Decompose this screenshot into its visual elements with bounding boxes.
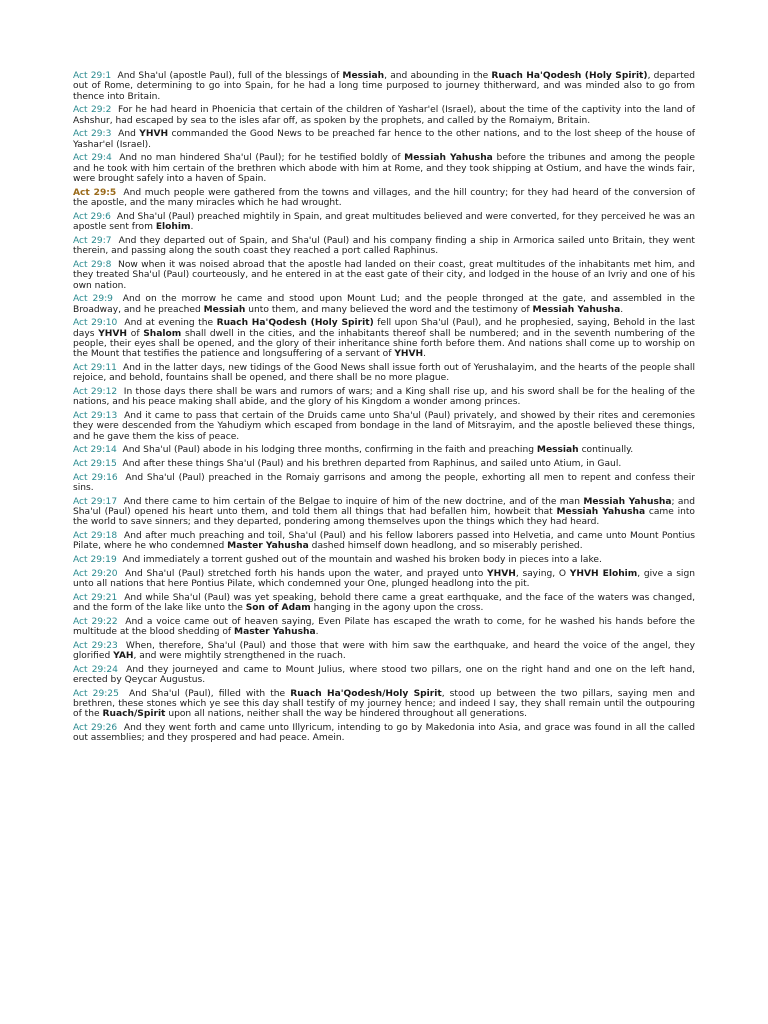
verse-emphasis: YHVH xyxy=(394,349,424,360)
verse-text: In those days there shall be wars and rumors of wars; and a King shall rise up, and his sword shall be for the healing of the nations, and his peace making shall abide, and the glory of his Kingdom a wonder among princes. xyxy=(73,387,695,408)
verse-text: When, therefore, Sha'ul (Paul) and those that were with him saw the earthquake, and heard the voice of the angel, they glorified xyxy=(73,640,695,662)
verse-emphasis: YHVH xyxy=(139,129,169,140)
verse-emphasis: Ruach Ha'Qodesh/Holy Spirit xyxy=(290,688,442,699)
verse-reference-link[interactable]: Act 29:17 xyxy=(73,496,118,507)
verse-reference-link[interactable]: Act 29:10 xyxy=(73,318,118,329)
verse-emphasis: Ruach Ha'Qodesh (Holy Spirit) xyxy=(216,318,374,329)
verse-paragraph xyxy=(73,411,695,442)
verse-paragraph xyxy=(73,617,695,638)
verse-text: . xyxy=(423,349,427,360)
verse-paragraph xyxy=(73,212,695,233)
verse-reference-link[interactable]: Act 29:4 xyxy=(73,153,112,164)
verse-paragraph xyxy=(73,555,695,565)
verse-emphasis: YHVH Elohim xyxy=(569,568,638,579)
verse-emphasis: Shalom xyxy=(143,328,182,339)
verse-text: commanded the Good News to be preached far hence to the other nations, and to the lost sheep of the house of Yashar'el (Israel). xyxy=(73,129,695,150)
verse-text: And Sha'ul (Paul) abode in his lodging three months, confirming in the faith and preaching xyxy=(122,445,537,456)
verse-text: . xyxy=(315,627,319,638)
verse-reference-link[interactable]: Act 29:6 xyxy=(73,211,111,222)
verse-text: , stood up between the two pillars, saying men and brethren, these stones which ye see this day shall testify of my journey hence; and indeed I say, they shall remain until the outpouring of the xyxy=(73,688,695,720)
verse-reference-link[interactable]: Act 29:11 xyxy=(73,363,117,374)
verse-text: And they departed out of Spain, and Sha'ul (Paul) and his company finding a ship in Armorica sailed unto Britain, they went therein, and passing along the south coast they reached a port called Raphinus. xyxy=(73,235,695,257)
verse-text: . xyxy=(620,304,624,315)
verse-reference-link[interactable]: Act 29:12 xyxy=(73,387,118,398)
verse-text: And after much preaching and toil, Sha'ul (Paul) and his fellow laborers passed into Helvetia, and came unto Mount Pontius Pilate, where he who condemned xyxy=(73,531,695,552)
verse-text: For he had heard in Phoenicia that certain of the children of Yashar'el (Israel), about the time of the captivity into the land of Ashshur, had escaped by sea to the isles afar off, as spoken by the prophets, and called by the Romaiym, Britain. xyxy=(73,105,695,126)
verse-reference-link[interactable]: Act 29:22 xyxy=(73,616,118,627)
verse-reference-link[interactable]: Act 29:13 xyxy=(73,411,118,422)
verse-text: , give a sign unto all nations that here Pontius Pilate, which condemned your One, plunged headlong into the pit. xyxy=(73,568,695,590)
verse-emphasis: YHVH xyxy=(487,568,516,579)
verse-text: And on the morrow he came and stood upon Mount Lud; and the people thronged at the gate, and assembled in the Broadway, and he preached xyxy=(73,294,695,315)
verse-text: fell upon Sha'ul (Paul), and he prophesied, saying, Behold in the last days xyxy=(73,318,695,339)
verse-text: And they went forth and came unto Illyricum, intending to go by Makedonia into Asia, and grace was found in all the called out assemblies; and they prospered and had peace. Amein. xyxy=(73,723,695,744)
verse-text: came into the world to save sinners; and they departed, pondering among themselves upon the things which they had heard. xyxy=(73,507,695,528)
verse-reference-link[interactable]: Act 29:1 xyxy=(73,71,112,81)
verse-text: And they journeyed and came to Mount Julius, where stood two pillars, one on the right hand and one on the left hand, erected by Qeycar Augustus. xyxy=(73,664,695,686)
verse-text: And Sha'ul (apostle Paul), full of the blessings of xyxy=(117,71,343,81)
verse-paragraph xyxy=(73,260,695,291)
verse-reference-link[interactable]: Act 29:26 xyxy=(73,723,118,734)
verse-paragraph xyxy=(73,569,695,590)
verse-text: of xyxy=(127,328,144,339)
verse-paragraph xyxy=(73,294,695,315)
verse-text: And at evening the xyxy=(124,318,217,329)
verse-emphasis: YAH xyxy=(113,651,134,662)
verse-emphasis: Messiah xyxy=(536,445,579,456)
verse-text: hanging in the agony upon the cross. xyxy=(310,603,484,614)
verse-text: And a voice came out of heaven saying, Even Pilate has escaped the wrath to come, for he washed his hands before the multitude at the blood shedding of xyxy=(73,616,695,638)
verse-paragraph xyxy=(73,497,695,528)
verse-paragraph xyxy=(73,363,695,384)
verse-reference-link[interactable]: Act 29:8 xyxy=(73,259,112,270)
verse-paragraph xyxy=(73,641,695,662)
verse-reference-link[interactable]: Act 29:21 xyxy=(73,592,118,603)
verse-text: And Sha'ul (Paul) preached mightily in Spain, and great multitudes believed and were converted, for they perceived he was an apostle sent from xyxy=(73,211,695,233)
verse-text: shall dwell in the cities, and the inhabitants thereof shall be numbered; and in the seventh numbering of the people, their eyes shall be opened, and the glory of their inheritance shine forth before them. And nations shall come up to worship on the Mount that testifies the patience and longsuffering of a servant of xyxy=(73,328,696,360)
verse-text: ; and Sha'ul (Paul) opened his heart unto them, and told them all things that had befallen him, howbeit that xyxy=(73,496,695,518)
verse-reference-link[interactable]: Act 29:23 xyxy=(73,640,118,651)
verse-text: And it came to pass that certain of the Druids came unto Sha'ul (Paul) privately, and showed by their rites and ceremonies they were descended from the Yahudiym which escaped from bondage in the land of Mitsrayim, and the apostle believed these things, and he gave them the kiss of peace. xyxy=(73,411,695,442)
verse-text: upon all nations, neither shall the way be hindered throughout all generations. xyxy=(165,709,528,720)
scripture-document xyxy=(73,71,695,747)
verse-emphasis: Ruach/Spirit xyxy=(102,709,166,720)
verse-emphasis: YHVH xyxy=(98,328,128,339)
verse-paragraph xyxy=(73,236,695,257)
verse-paragraph xyxy=(73,71,695,102)
verse-paragraph xyxy=(73,445,695,455)
verse-reference-link[interactable]: Act 29:3 xyxy=(73,129,112,140)
verse-text: And there came to him certain of the Belgae to inquire of him of the new doctrine, and of the man xyxy=(123,496,584,507)
verse-emphasis: Messiah xyxy=(203,304,246,315)
verse-text: , and abounding in the xyxy=(384,71,492,81)
verse-reference-link[interactable]: Act 29:14 xyxy=(73,445,117,456)
verse-reference-link[interactable]: Act 29:19 xyxy=(73,555,117,566)
verse-paragraph xyxy=(73,153,695,184)
verse-reference-link[interactable]: Act 29:18 xyxy=(73,531,118,542)
verse-paragraph xyxy=(73,531,695,552)
verse-reference-link[interactable]: Act 29:5 xyxy=(73,187,117,198)
verse-reference-link[interactable]: Act 29:9 xyxy=(73,294,113,305)
verse-emphasis: Ruach Ha'Qodesh (Holy Spirit) xyxy=(491,71,648,81)
verse-emphasis: Master Yahusha xyxy=(234,627,316,638)
verse-text: And after these things Sha'ul (Paul) and his brethren departed from Raphinus, and sailed unto Atium, in Gaul. xyxy=(122,459,622,470)
verse-text: Now when it was noised abroad that the apostle had landed on their coast, great multitudes of the inhabitants met him, and they treated Sha'ul (Paul) courteously, and he entered in at the east gate of their city, and lodged in the house of an Ivriy and one of his own nation. xyxy=(73,259,695,291)
verse-paragraph xyxy=(73,129,695,150)
verse-text: And no man hindered Sha'ul (Paul); for he testified boldly of xyxy=(119,153,405,164)
verse-emphasis: Messiah Yahusha xyxy=(532,304,621,315)
verse-reference-link[interactable]: Act 29:25 xyxy=(73,688,119,699)
verse-text: , saying, O xyxy=(515,568,570,579)
verse-paragraph xyxy=(73,387,695,408)
verse-text: And while Sha'ul (Paul) was yet speaking, behold there came a great earthquake, and the face of the waters was changed, and the form of the lake like unto the xyxy=(73,592,695,614)
verse-emphasis: Messiah Yahusha xyxy=(404,153,493,164)
verse-reference-link[interactable]: Act 29:16 xyxy=(73,472,118,483)
verse-emphasis: Messiah Yahusha xyxy=(556,507,646,518)
verse-emphasis: Messiah Yahusha xyxy=(583,496,672,507)
verse-reference-link[interactable]: Act 29:20 xyxy=(73,568,118,579)
verse-text: And xyxy=(118,129,140,140)
verse-text: , departed out of Rome, determining to go into Spain, for he had a long time purposed to journey thitherward, and was minded also to go from thence into Britain. xyxy=(73,71,696,102)
verse-text: And Sha'ul (Paul) stretched forth his hands upon the water, and prayed unto xyxy=(125,568,488,579)
verse-paragraph xyxy=(73,723,695,744)
verse-text: continually. xyxy=(578,445,634,456)
verse-emphasis: Master Yahusha xyxy=(227,541,309,552)
verse-text: And in the latter days, new tidings of the Good News shall issue forth out of Yerushalayim, and the hearts of the people shall rejoice, and behold, fountains shall be opened, and there shall be no more plague. xyxy=(73,363,695,384)
verse-reference-link[interactable]: Act 29:7 xyxy=(73,235,112,246)
verse-paragraph xyxy=(73,459,695,469)
verse-text: And Sha'ul (Paul) preached in the Romaiy garrisons and among the people, exhorting all men to repent and confess their sins. xyxy=(73,472,695,494)
verse-text: And immediately a torrent gushed out of the mountain and washed his broken body in pieces into a lake. xyxy=(122,555,602,566)
verse-emphasis: Elohim xyxy=(155,222,191,233)
verse-reference-link[interactable]: Act 29:15 xyxy=(73,459,117,470)
verse-paragraph xyxy=(73,105,695,126)
verse-text: before the tribunes and among the people and he took with him certain of the brethren which abode with him at Rome, and they took shipping at Ostium, and have the winds fair, were brought safely into a haven of Spain. xyxy=(73,153,695,185)
verse-paragraph xyxy=(73,665,695,686)
verse-text: . xyxy=(190,222,194,233)
verse-emphasis: Messiah xyxy=(342,71,385,81)
verse-text: And Sha'ul (Paul), filled with the xyxy=(128,688,291,699)
verse-text: unto them, and many believed the word and the testimony of xyxy=(245,304,533,315)
verse-reference-link[interactable]: Act 29:24 xyxy=(73,664,118,675)
verse-emphasis: Son of Adam xyxy=(245,603,311,614)
verse-paragraph xyxy=(73,689,695,720)
verse-text: dashed himself down headlong, and so miserably perished. xyxy=(308,541,583,552)
verse-text: , and were mightily strengthened in the ruach. xyxy=(133,651,346,662)
verse-paragraph xyxy=(73,188,695,209)
verse-reference-link[interactable]: Act 29:2 xyxy=(73,105,112,116)
verse-paragraph xyxy=(73,318,695,360)
verse-paragraph xyxy=(73,593,695,614)
verse-paragraph xyxy=(73,473,695,494)
verse-text: And much people were gathered from the towns and villages, and the hill country; for they had heard of the conversion of the apostle, and the many miracles which he had wrought. xyxy=(73,187,696,209)
